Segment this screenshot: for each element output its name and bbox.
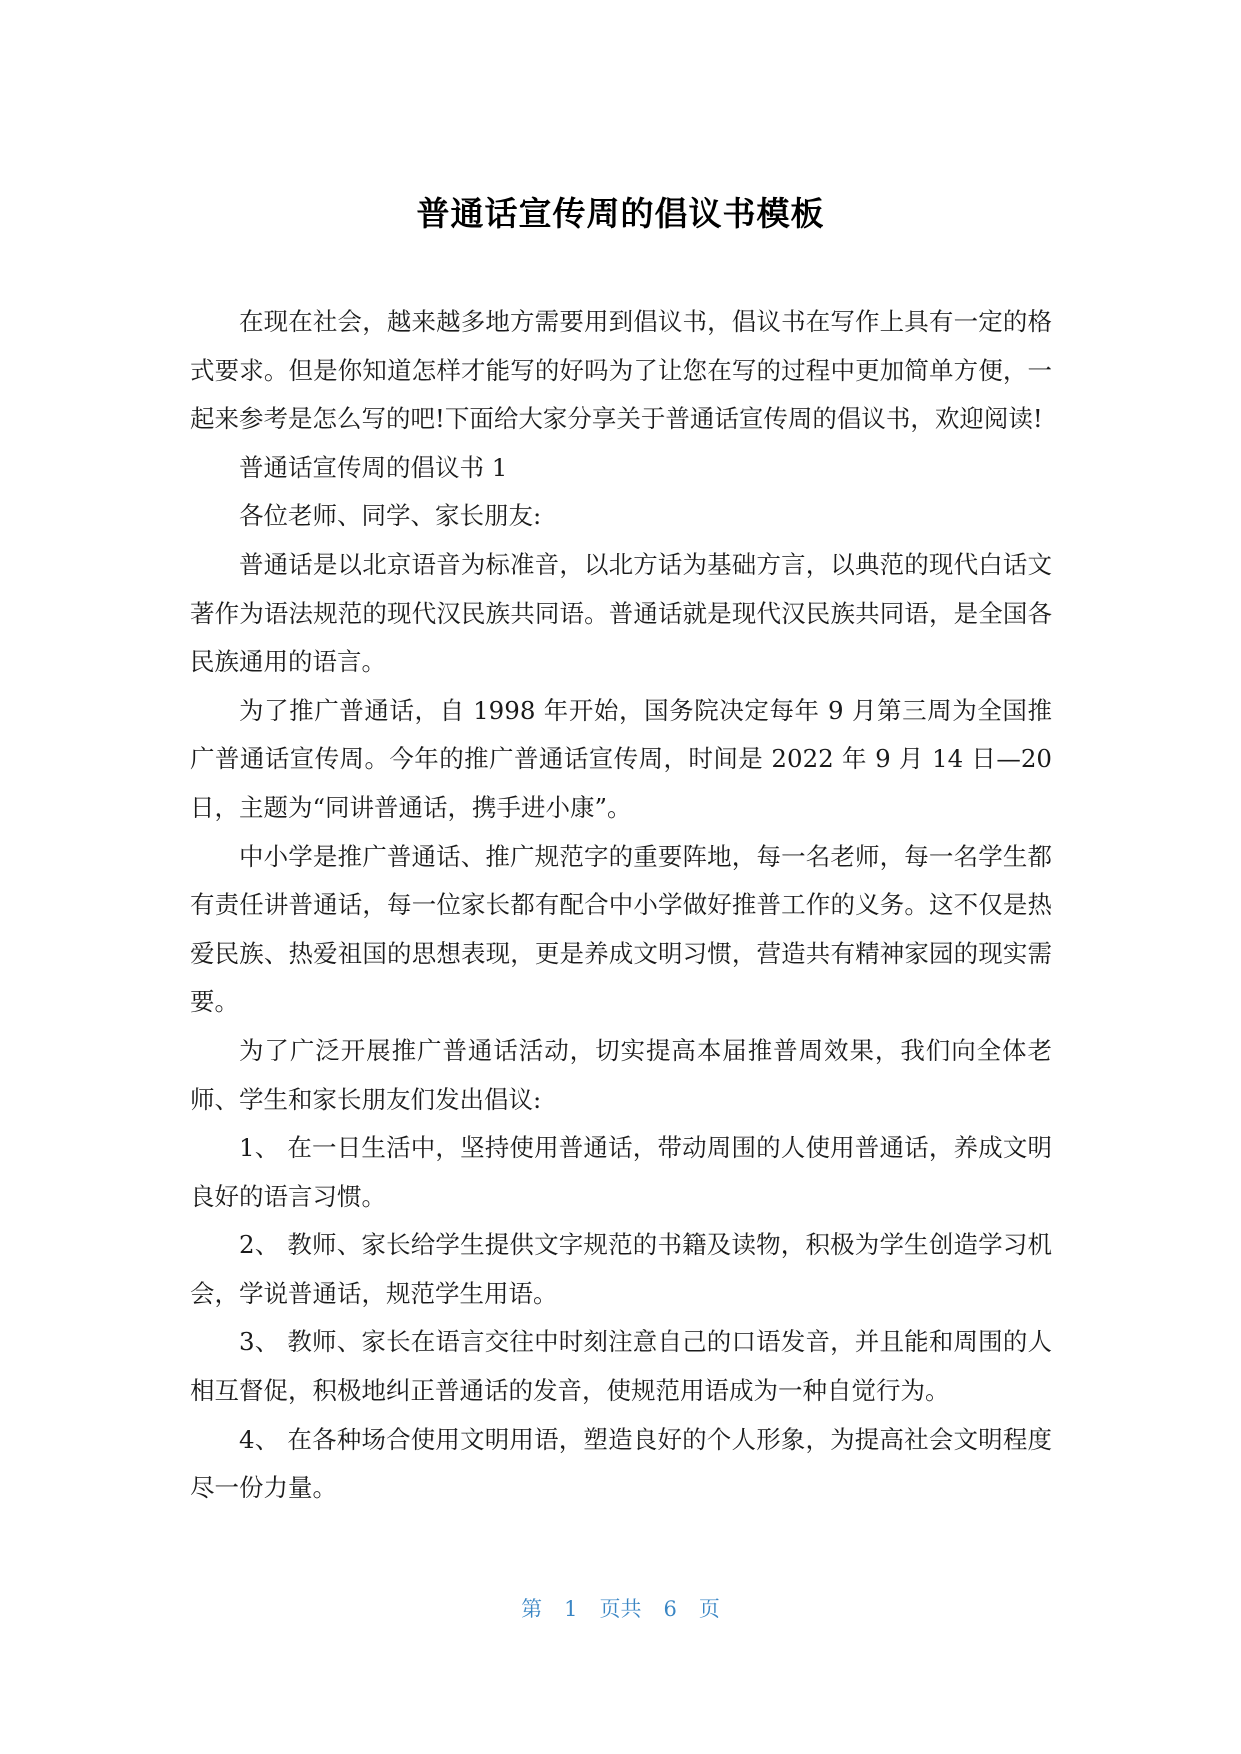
list-item: 1、 在一日生活中，坚持使用普通话，带动周围的人使用普通话，养成文明良好的语言习惯。	[190, 1133, 1052, 1211]
paragraph-intro: 在现在社会，越来越多地方需要用到倡议书，倡议书在写作上具有一定的格式要求。但是你知道怎样才能写的好吗为了让您在写的过程中更加简单方便，一起来参考是怎么写的吧!下面给大家分享关于普通话宣传周的倡议书，欢迎阅读!	[190, 307, 1052, 434]
salutation: 各位老师、同学、家长朋友:	[239, 501, 542, 531]
paragraph: 普通话是以北京语音为标准音，以北方话为基础方言，以典范的现代白话文著作为语法规范的现代汉民族共同语。普通话就是现代汉民族共同语，是全国各民族通用的语言。	[190, 549, 1052, 677]
document-body	[190, 298, 1052, 1513]
paragraph: 为了推广普通话，自 1998 年开始，国务院决定每年 9 月第三周为全国推广普通话宣传周。今年的推广普通话宣传周，时间是 2022 年 9 月 14 日—20 日，主题为“同讲普通话，携手进小康”。	[190, 695, 1052, 822]
footer-current-page: 1	[564, 1597, 578, 1621]
footer-total-pages: 6	[663, 1597, 677, 1621]
footer-middle: 页共	[599, 1597, 642, 1621]
list-item: 3、 教师、家长在语言交往中时刻注意自己的口语发音，并且能和周围的人相互督促，积极地纠正普通话的发音，使规范用语成为一种自觉行为。	[190, 1327, 1052, 1406]
footer-prefix: 第	[521, 1597, 543, 1621]
footer-suffix: 页	[698, 1597, 720, 1621]
document-title: 普通话宣传周的倡议书模板	[416, 194, 825, 233]
page-footer	[0, 1593, 1241, 1623]
paragraph: 中小学是推广普通话、推广规范字的重要阵地，每一名老师，每一名学生都有责任讲普通话，每一位家长都有配合中小学做好推普工作的义务。这不仅是热爱民族、热爱祖国的思想表现，更是养成文明习惯，营造共有精神家园的现实需要。	[190, 841, 1052, 1017]
list-item: 4、 在各种场合使用文明用语，塑造良好的个人形象，为提高社会文明程度尽一份力量。	[190, 1424, 1052, 1503]
paragraph: 为了广泛开展推广普通话活动，切实提高本届推普周效果，我们向全体老师、学生和家长朋友们发出倡议:	[190, 1035, 1052, 1114]
section-heading: 普通话宣传周的倡议书 1	[239, 452, 508, 482]
list-item: 2、 教师、家长给学生提供文字规范的书籍及读物，积极为学生创造学习机会，学说普通话，规范学生用语。	[190, 1230, 1052, 1308]
